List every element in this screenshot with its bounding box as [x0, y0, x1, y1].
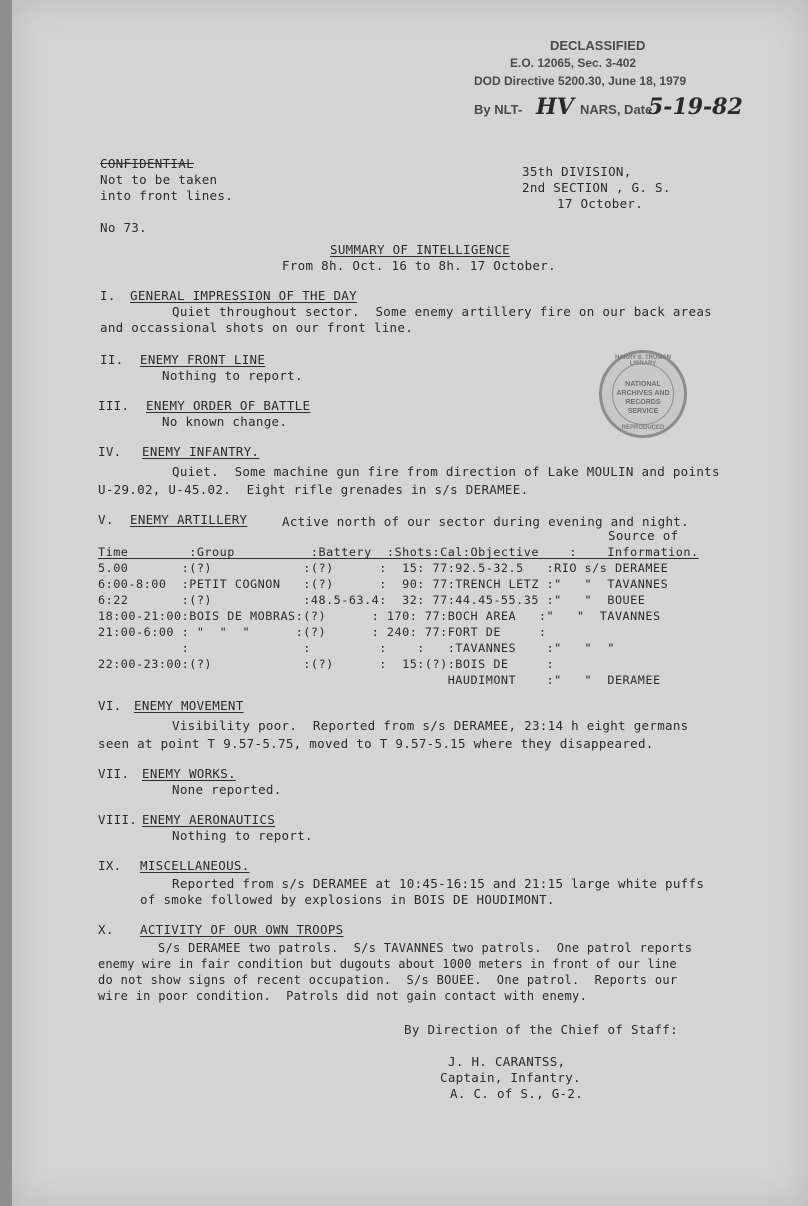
- section-10-number: X.: [98, 922, 114, 937]
- section-1-title: GENERAL IMPRESSION OF THE DAY: [130, 288, 357, 303]
- document-period: From 8h. Oct. 16 to 8h. 17 October.: [282, 258, 556, 273]
- signature-direction: By Direction of the Chief of Staff:: [404, 1022, 678, 1037]
- table-row: 22:00-23:00:(?) :(?) : 15:(?):BOIS DE :: [98, 657, 555, 671]
- section-6-number: VI.: [98, 698, 122, 713]
- section-7-title: ENEMY WORKS.: [142, 766, 236, 781]
- section-name: 2nd SECTION , G. S.: [522, 180, 671, 195]
- section-9-number: IX.: [98, 858, 122, 873]
- section-2-number: II.: [100, 352, 124, 367]
- table-row: HAUDIMONT :" " DERAMEE: [98, 673, 661, 687]
- seal-center-text: NATIONAL ARCHIVES AND RECORDS SERVICE: [612, 363, 674, 425]
- section-6-line1: Visibility poor. Reported from s/s DERAMEE, 23:14 h eight germans: [172, 718, 689, 733]
- declassified-stamp-line3: DOD Directive 5200.30, June 18, 1979: [474, 74, 687, 88]
- section-5-number: V.: [98, 512, 114, 527]
- table-row: : : : : :TAVANNES :" " ": [98, 641, 615, 655]
- section-3-number: III.: [98, 398, 130, 413]
- section-4-line2: U-29.02, U-45.02. Eight rifle grenades in s/s DERAMEE.: [98, 482, 529, 497]
- table-row: 5.00 :(?) :(?) : 15: 77:92.5-32.5 :RIO s/s DERAMEE: [98, 561, 669, 575]
- stamp-handwritten-date: 5-19-82: [648, 94, 743, 120]
- section-1-number: I.: [100, 288, 116, 303]
- table-row: 18:00-21:00:BOIS DE MOBRAS:(?) : 170: 77:BOCH AREA :" " TAVANNES: [98, 609, 661, 623]
- table-source-heading: Source of: [608, 528, 679, 543]
- section-3-title: ENEMY ORDER OF BATTLE: [146, 398, 311, 413]
- section-2-line1: Nothing to report.: [162, 368, 303, 383]
- seal-bottom-text: REPRODUCED: [621, 425, 665, 431]
- section-1-line1: Quiet throughout sector. Some enemy artillery fire on our back areas: [172, 304, 712, 319]
- section-8-line1: Nothing to report.: [172, 828, 313, 843]
- section-8-title: ENEMY AERONAUTICS: [142, 812, 276, 827]
- section-10-line3: do not show signs of recent occupation. S/s BOUEE. One patrol. Reports our: [98, 973, 678, 987]
- stamp-initials: HV: [536, 94, 574, 120]
- section-10-line1: S/s DERAMEE two patrols. S/s TAVANNES two patrols. One patrol reports: [158, 941, 693, 955]
- document-date: 17 October.: [557, 196, 644, 211]
- section-10-title: ACTIVITY OF OUR OWN TROOPS: [140, 922, 344, 937]
- artillery-table-header: Time :Group :Battery :Shots:Cal:Objective : Information.: [98, 545, 699, 559]
- signature-name: J. H. CARANTSS,: [448, 1054, 566, 1069]
- archive-seal: [599, 350, 687, 438]
- table-row: 21:00-6:00 : " " " :(?) : 240: 77:FORT DE :: [98, 625, 547, 639]
- section-5-title: ENEMY ARTILLERY: [130, 512, 248, 527]
- stamp-by-label: By NLT-: [474, 102, 523, 117]
- not-taken-line1: Not to be taken: [100, 172, 218, 187]
- section-10-line2: enemy wire in fair condition but dugouts about 1000 meters in front of our line: [98, 957, 677, 971]
- division-name: 35th DIVISION,: [522, 164, 632, 179]
- section-4-line1: Quiet. Some machine gun fire from direction of Lake MOULIN and points: [172, 464, 720, 479]
- document-number: No 73.: [100, 220, 147, 235]
- section-3-line1: No known change.: [162, 414, 288, 429]
- signature-position: A. C. of S., G-2.: [450, 1086, 584, 1101]
- table-row: 6:22 :(?) :48.5-63.4: 32: 77:44.45-55.35 :" " BOUEE: [98, 593, 646, 607]
- section-6-title: ENEMY MOVEMENT: [134, 698, 244, 713]
- classification-marking: CONFIDENTIAL: [100, 156, 194, 171]
- seal-ring-text: HARRY S. TRUMAN LIBRARY: [614, 355, 671, 367]
- section-6-line2: seen at point T 9.57-5.75, moved to T 9.57-5.15 where they disappeared.: [98, 736, 654, 751]
- section-8-number: VIII.: [98, 812, 138, 827]
- section-10-line4: wire in poor condition. Patrols did not gain contact with enemy.: [98, 989, 588, 1003]
- not-taken-line2: into front lines.: [100, 188, 234, 203]
- document-title: SUMMARY OF INTELLIGENCE: [330, 242, 510, 257]
- section-4-number: IV.: [98, 444, 122, 459]
- section-2-title: ENEMY FRONT LINE: [140, 352, 266, 367]
- section-5-intro: Active north of our sector during evening and night.: [282, 514, 689, 529]
- declassified-stamp-line2: E.O. 12065, Sec. 3-402: [510, 56, 637, 70]
- section-4-title: ENEMY INFANTRY.: [142, 444, 260, 459]
- section-7-line1: None reported.: [172, 782, 282, 797]
- signature-rank: Captain, Infantry.: [440, 1070, 581, 1085]
- document-page: [12, 0, 808, 1206]
- section-9-title: MISCELLANEOUS.: [140, 858, 250, 873]
- section-1-line2: and occassional shots on our front line.: [100, 320, 414, 335]
- section-9-line1: Reported from s/s DERAMEE at 10:45-16:15 and 21:15 large white puffs: [172, 876, 705, 891]
- section-9-line2: of smoke followed by explosions in BOIS DE HOUDIMONT.: [140, 892, 555, 907]
- table-row: 6:00-8:00 :PETIT COGNON :(?) : 90: 77:TRENCH LETZ :" " TAVANNES: [98, 577, 669, 591]
- declassified-stamp-line1: DECLASSIFIED: [550, 38, 646, 53]
- section-7-number: VII.: [98, 766, 130, 781]
- stamp-nars-date-label: NARS, Date: [580, 102, 653, 117]
